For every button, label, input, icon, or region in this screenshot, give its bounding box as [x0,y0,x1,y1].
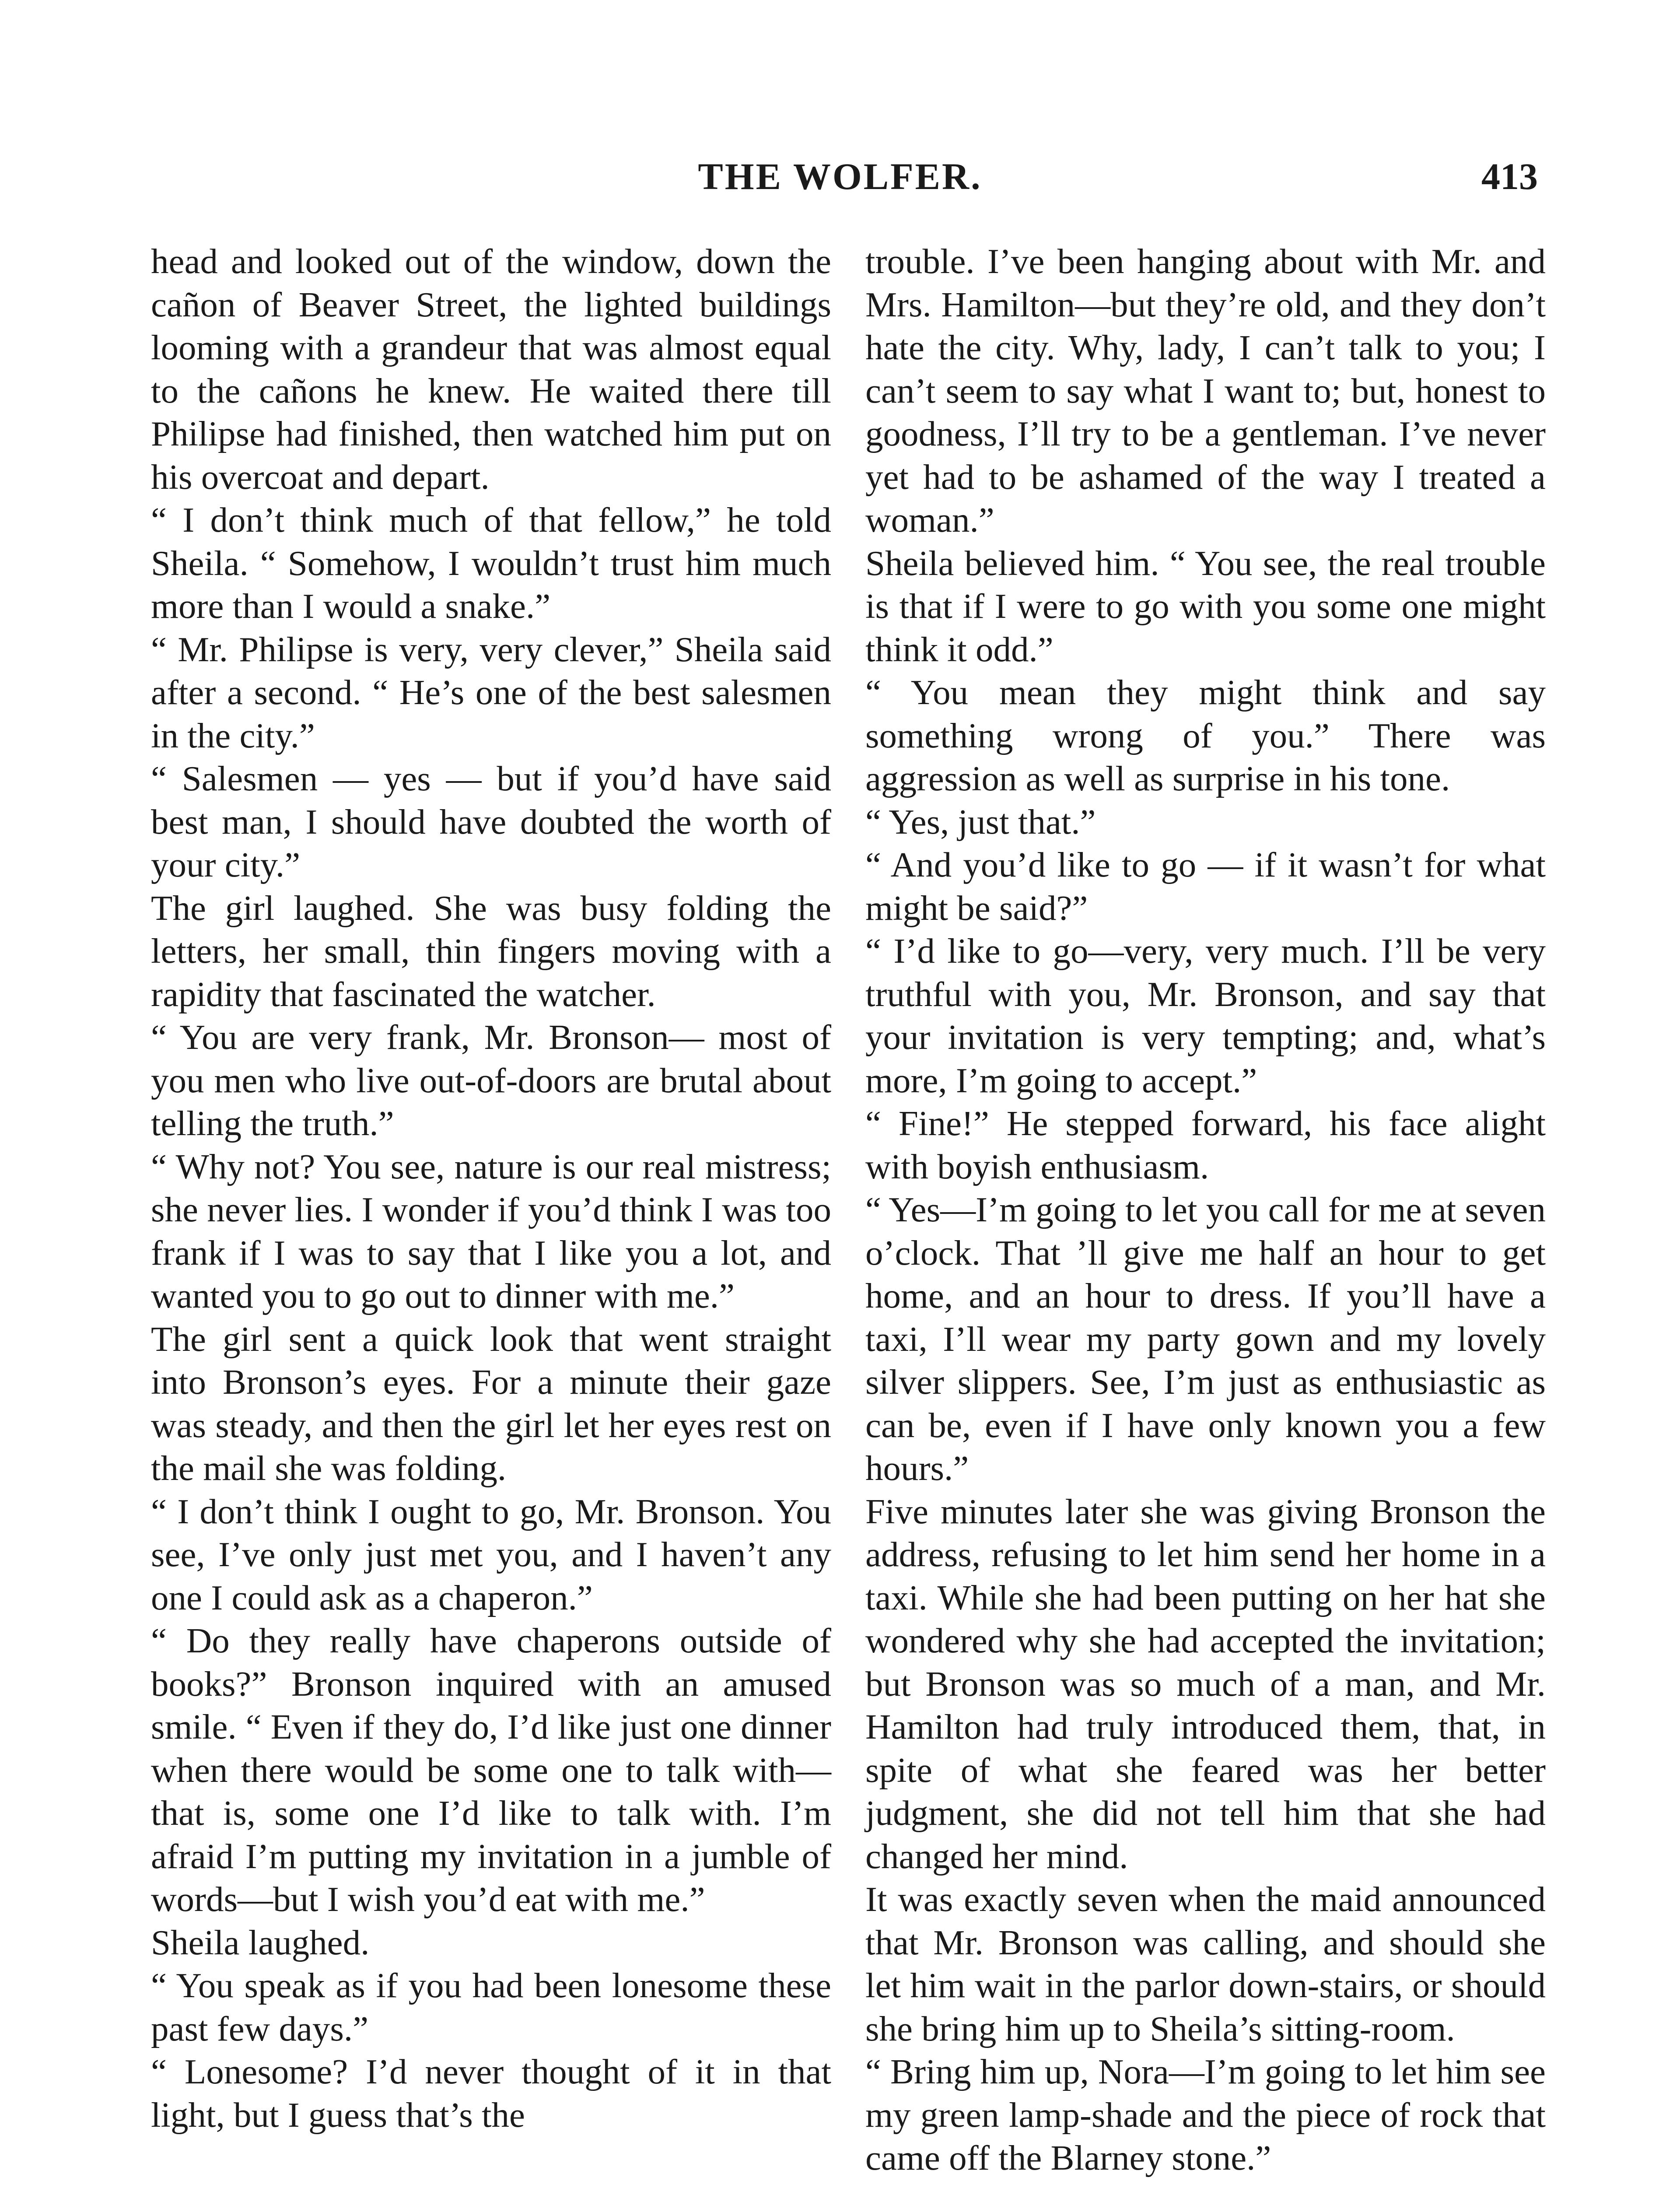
paragraph: “ Why not? You see, nature is our real mistress; she never lies. I wonder if you’d think I was too frank if I was to say that I like you a lot, and wanted you to go out to dinner with me.” [151,1147,831,1315]
paragraph: “ Bring him up, Nora—I’m going to let him see my green lamp-shade and the piece of rock that came off the Blarney stone.” [865,2052,1546,2177]
paragraph: “ You mean they might think and say something wrong of you.” There was aggression as well as surprise in his tone. [865,673,1546,798]
paragraph: Sheila laughed. [151,1922,370,1962]
paragraph: “ I don’t think I ought to go, Mr. Bronson. You see, I’ve only just met you, and I haven’t any one I could ask as a chaperon.” [151,1491,831,1617]
left-column [151,240,831,2136]
paragraph: Sheila believed him. “ You see, the real trouble is that if I were to go with you some one might think it odd.” [865,543,1546,669]
paragraph: “ I don’t think much of that fellow,” he told Sheila. “ Somehow, I wouldn’t trust him much more than I would a snake.” [151,500,831,626]
right-column [865,240,1546,2180]
page-number: 413 [1481,155,1538,197]
paragraph: “ I’d like to go—very, very much. I’ll be very truthful with you, Mr. Bronson, and say that your invitation is very tempting; and, what’s more, I’m going to accept.” [865,931,1546,1100]
paragraph: It was exactly seven when the maid announced that Mr. Bronson was calling, and should she let him wait in the parlor down-stairs, or should she bring him up to Sheila’s sitting-room. [865,1879,1546,2048]
paragraph: “ Yes, just that.” [865,802,1096,842]
paragraph: “ Do they really have chaperons outside of books?” Bronson inquired with an amused smile. “ Even if they do, I’d like just one dinner when there would be some one to talk with—that is, some one I’d like to talk with. I’m afraid I’m putting my invitation in a jumble of words—but I wish you’d eat with me.” [151,1621,831,1919]
paragraph: head and looked out of the window, down the cañon of Beaver Street, the lighted buildings looming with a grandeur that was almost equal to the cañons he knew. He waited there till Philipse had finished, then watched him put on his overcoat and depart. [151,242,831,497]
paragraph: “ Mr. Philipse is very, very clever,” Sheila said after a second. “ He’s one of the best salesmen in the city.” [151,629,831,755]
paragraph: “ And you’d like to go — if it wasn’t for what might be said?” [865,845,1546,928]
paragraph: “ You are very frank, Mr. Bronson— most of you men who live out-of-doors are brutal about telling the truth.” [151,1017,831,1143]
paragraph: The girl laughed. She was busy folding the letters, her small, thin fingers moving with a rapidity that fascinated the watcher. [151,888,831,1014]
running-title: THE WOLFER. [698,155,982,197]
paragraph: “ Lonesome? I’d never thought of it in that light, but I guess that’s the [151,2052,831,2135]
paragraph: The girl sent a quick look that went straight into Bronson’s eyes. For a minute their gaze was steady, and then the girl let her eyes rest on the mail she was folding. [151,1319,831,1488]
paragraph: Five minutes later she was giving Bronson the address, refusing to let him send her home in a taxi. While she had been putting on her hat she wondered why she had accepted the invitation; but Bronson was so much of a man, and Mr. Hamilton had truly introduced them, that, in spite of what she feared was her better judgment, she did not tell him that she had changed her mind. [865,1491,1546,1876]
paragraph: “ Yes—I’m going to let you call for me at seven o’clock. That ’ll give me half an hour to get home, and an hour to dress. If you’ll have a taxi, I’ll wear my party gown and my lovely silver slippers. See, I’m just as enthusiastic as can be, even if I have only known you a few hours.” [865,1190,1546,1488]
paragraph: trouble. I’ve been hanging about with Mr. and Mrs. Hamilton—but they’re old, and they don’t hate the city. Why, lady, I can’t talk to you; I can’t seem to say what I want to; but, honest to goodness, I’ll try to be a gentleman. I’ve never yet had to be ashamed of the way I treated a woman.” [865,242,1546,540]
paragraph: “ Salesmen — yes — but if you’d have said best man, I should have doubted the worth of your city.” [151,759,831,884]
paragraph: “ Fine!” He stepped forward, his face alight with boyish enthusiasm. [865,1104,1546,1186]
paragraph: “ You speak as if you had been lonesome these past few days.” [151,1966,831,2048]
